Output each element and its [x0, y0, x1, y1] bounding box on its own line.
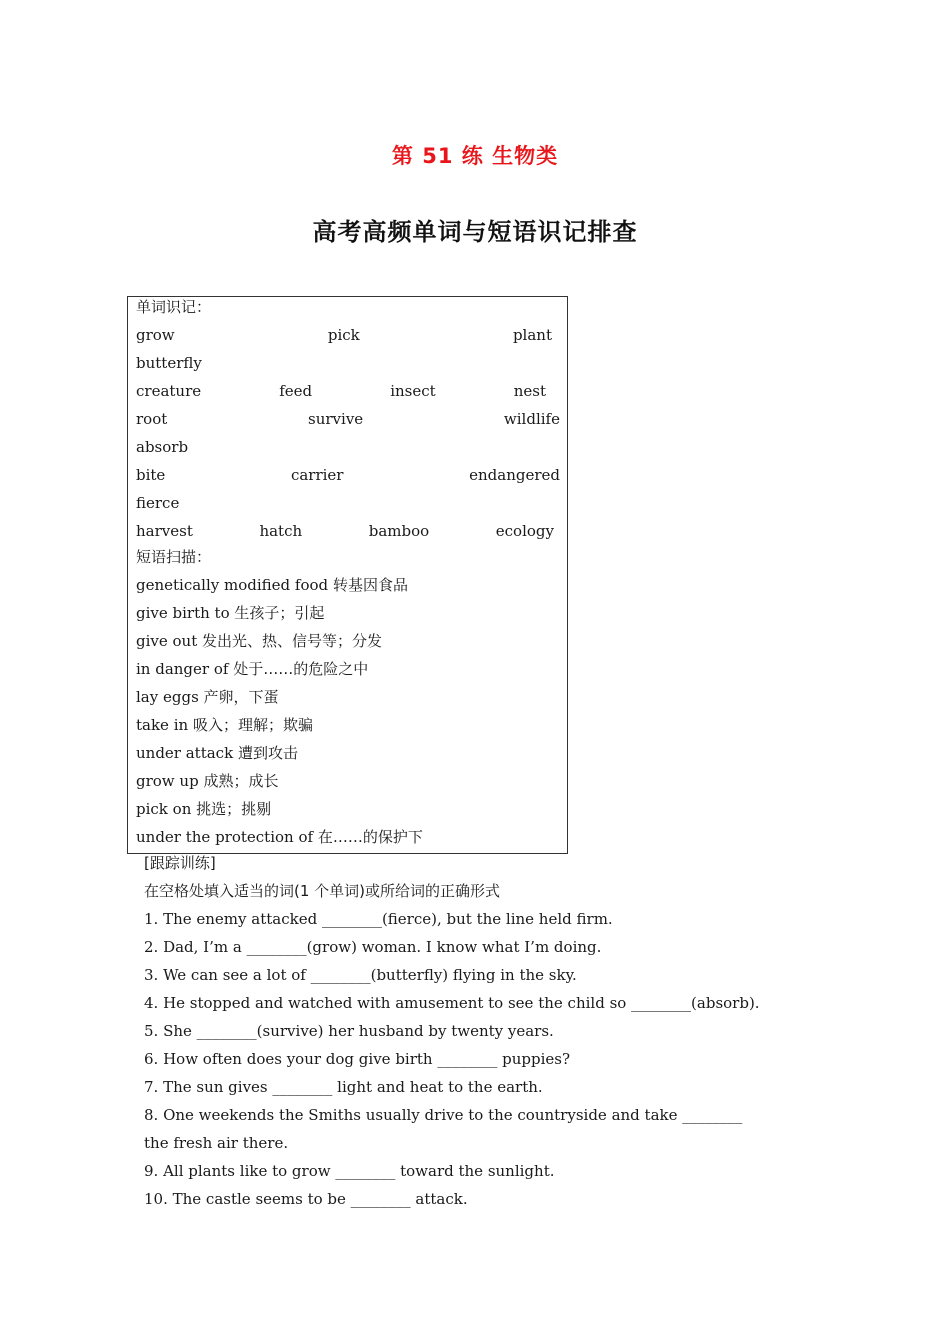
phrase-cn: 挑选；挑剔: [196, 800, 272, 818]
exercise-item: 1. The enemy attacked ________(fierce), but the line held firm.: [144, 910, 613, 928]
word: carrier: [290, 466, 344, 484]
word: hatch: [259, 522, 303, 540]
phrase-en: lay eggs: [136, 688, 199, 706]
phrase-en: give out: [136, 632, 198, 650]
phrase-item: [136, 627, 382, 655]
exercise-item: 4. He stopped and watched with amusement to see the child so ________(absorb).: [144, 994, 760, 1012]
phrase-cn: 处于……的危险之中: [233, 660, 369, 678]
phrase-item: [136, 711, 313, 739]
phrase-cn: 在……的保护下: [317, 828, 423, 846]
phrase-en: genetically modified food: [136, 576, 329, 594]
phrase-cn: 发出光、热、信号等；分发: [202, 632, 383, 650]
word-row: [136, 321, 560, 349]
phrases-heading: 短语扫描：: [136, 548, 212, 566]
word: plant: [512, 326, 552, 344]
phrase-item: [136, 571, 408, 599]
word: harvest: [136, 522, 193, 540]
exercise-item: 10. The castle seems to be ________ attack.: [144, 1190, 468, 1208]
word: butterfly: [136, 354, 202, 372]
word-row: [136, 377, 546, 405]
phrase-en: give birth to: [136, 604, 230, 622]
phrase-cn: 转基因食品: [332, 576, 408, 594]
word: nest: [513, 382, 546, 400]
phrase-en: in danger of: [136, 660, 234, 678]
word-row: [136, 405, 560, 433]
word: insect: [390, 382, 436, 400]
word: grow: [136, 326, 175, 344]
word: root: [136, 410, 168, 428]
phrase-en: grow up: [136, 772, 204, 790]
word: wildlife: [503, 410, 560, 428]
word: fierce: [136, 494, 180, 512]
word: creature: [136, 382, 202, 400]
word: ecology: [495, 522, 554, 540]
phrase-item: [136, 767, 278, 795]
word-row: [136, 461, 560, 489]
exercise-item: 6. How often does your dog give birth ________ puppies?: [144, 1050, 570, 1068]
exercise-item: 8. One weekends the Smiths usually drive to the countryside and take ________: [144, 1106, 743, 1124]
exercise-item: 5. She ________(survive) her husband by twenty years.: [144, 1022, 554, 1040]
phrase-item: [136, 823, 423, 851]
phrase-en: under attack: [136, 744, 238, 762]
phrase-item: [136, 795, 271, 823]
phrase-item: [136, 599, 324, 627]
phrase-cn: 成熟；成长: [203, 772, 279, 790]
word-row: [136, 517, 554, 545]
word: feed: [279, 382, 313, 400]
phrase-item: [136, 655, 368, 683]
phrase-cn: 吸入；理解；欺骗: [192, 716, 313, 734]
word: bamboo: [368, 522, 430, 540]
page-title: 高考高频单词与短语识记排查: [312, 218, 638, 246]
phrase-item: [136, 683, 279, 711]
phrase-item: [136, 739, 298, 767]
word: bite: [136, 466, 166, 484]
exercise-instruction: 在空格处填入适当的词(1 个单词)或所给词的正确形式: [144, 882, 501, 900]
exercise-item: 7. The sun gives ________ light and heat to the earth.: [144, 1078, 543, 1096]
phrase-en: take in: [136, 716, 189, 734]
word: absorb: [136, 438, 189, 456]
vocab-box: [127, 296, 568, 854]
exercise-item: 2. Dad, I’m a ________(grow) woman. I know what I’m doing.: [144, 938, 602, 956]
exercise-item: 3. We can see a lot of ________(butterfly) flying in the sky.: [144, 966, 577, 984]
phrase-cn: 遭到攻击: [237, 744, 298, 762]
exercise-item: 9. All plants like to grow ________ toward the sunlight.: [144, 1162, 555, 1180]
word: survive: [308, 410, 364, 428]
phrase-en: pick on: [136, 800, 197, 818]
words-heading: 单词识记：: [136, 298, 212, 316]
lesson-title: 第 51 练 生物类: [391, 144, 559, 168]
phrase-cn: 生孩子；引起: [234, 604, 325, 622]
exercise-heading: [跟踪训练]: [144, 854, 216, 872]
word: endangered: [469, 466, 560, 484]
exercise-item: the fresh air there.: [144, 1134, 289, 1152]
phrase-en: under the protection of: [136, 828, 314, 846]
word: pick: [327, 326, 360, 344]
phrase-cn: 产卵，下蛋: [203, 688, 279, 706]
